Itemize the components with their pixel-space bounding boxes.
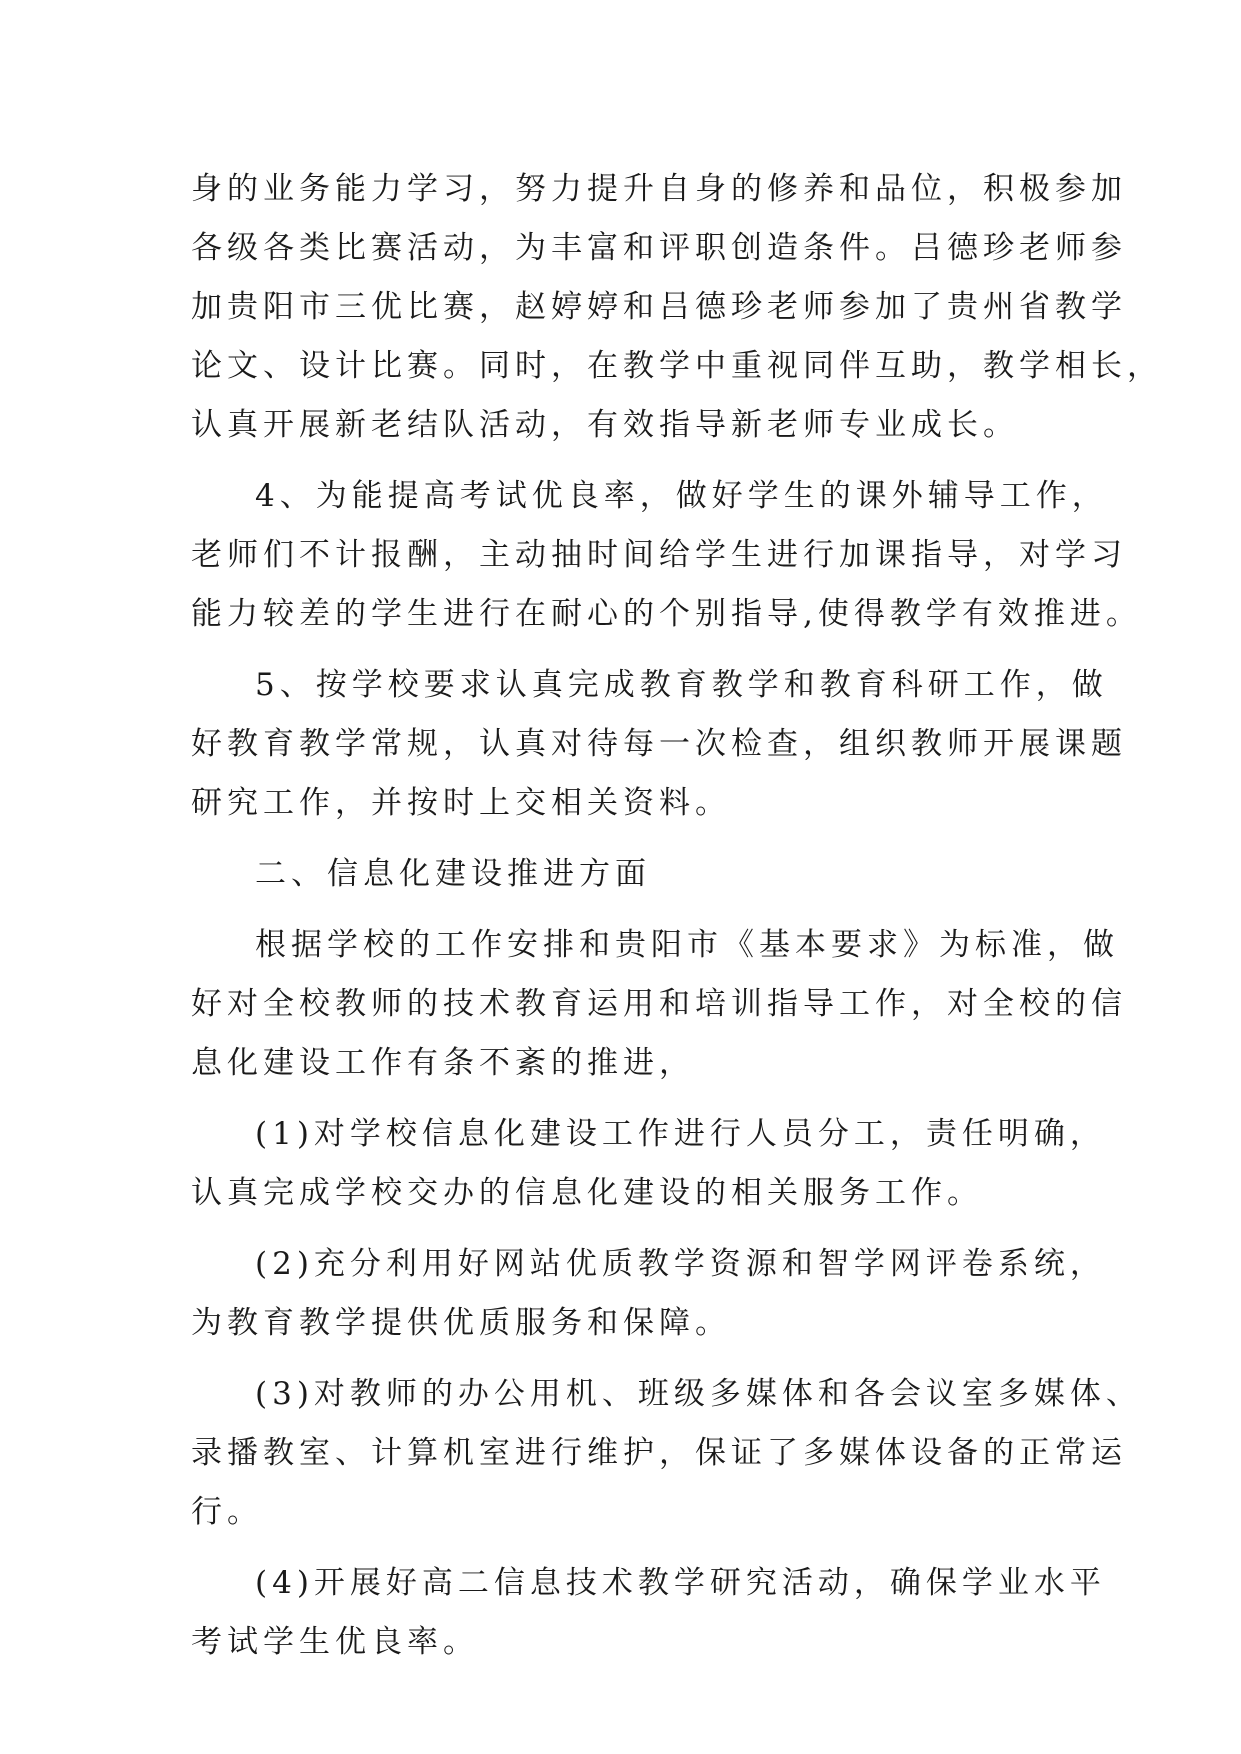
text-line: 认真开展新老结队活动，有效指导新老师专业成长。 bbox=[191, 407, 1019, 443]
document-body bbox=[191, 160, 1163, 1672]
text-line: 身的业务能力学习，努力提升自身的修养和品位，积极参加 bbox=[191, 171, 1127, 207]
paragraph-first-line: 4、为能提高考试优良率，做好学生的课外辅导工作， bbox=[255, 478, 1108, 514]
paragraph-first-line: (2)充分利用好网站优质教学资源和智学网评卷系统， bbox=[255, 1246, 1106, 1282]
text-line: 老师们不计报酬，主动抽时间给学生进行加课指导，对学习 bbox=[191, 537, 1127, 573]
paragraph-first-line: 5、按学校要求认真完成教育教学和教育科研工作，做 bbox=[255, 667, 1108, 703]
paragraph-first-line: (3)对教师的办公用机、班级多媒体和各会议室多媒体、 bbox=[255, 1376, 1142, 1412]
text-line: 论文、设计比赛。同时，在教学中重视同伴互助，教学相长， bbox=[191, 348, 1163, 384]
text-line: 加贵阳市三优比赛，赵婷婷和吕德珍老师参加了贵州省教学 bbox=[191, 289, 1127, 325]
text-line: 息化建设工作有条不紊的推进， bbox=[191, 1045, 695, 1081]
text-line: 好教育教学常规，认真对待每一次检查，组织教师开展课题 bbox=[191, 726, 1127, 762]
text-line: 录播教室、计算机室进行维护，保证了多媒体设备的正常运 bbox=[191, 1435, 1127, 1471]
paragraph-first-line: 根据学校的工作安排和贵阳市《基本要求》为标准，做 bbox=[255, 927, 1119, 963]
text-line: 各级各类比赛活动，为丰富和评职创造条件。吕德珍老师参 bbox=[191, 230, 1127, 266]
paragraph-first-line: (4)开展好高二信息技术教学研究活动，确保学业水平 bbox=[255, 1565, 1106, 1601]
paragraph-first-line: 二、信息化建设推进方面 bbox=[255, 856, 651, 892]
text-line: 好对全校教师的技术教育运用和培训指导工作，对全校的信 bbox=[191, 986, 1127, 1022]
paragraph-first-line: (1)对学校信息化建设工作进行人员分工，责任明确， bbox=[255, 1116, 1106, 1152]
text-line: 考试学生优良率。 bbox=[191, 1624, 479, 1660]
text-line: 研究工作，并按时上交相关资料。 bbox=[191, 785, 731, 821]
text-line: 认真完成学校交办的信息化建设的相关服务工作。 bbox=[191, 1175, 983, 1211]
text-line: 为教育教学提供优质服务和保障。 bbox=[191, 1305, 731, 1341]
text-line: 能力较差的学生进行在耐心的个别指导,使得教学有效推进。 bbox=[191, 596, 1142, 632]
text-line: 行。 bbox=[191, 1494, 263, 1530]
